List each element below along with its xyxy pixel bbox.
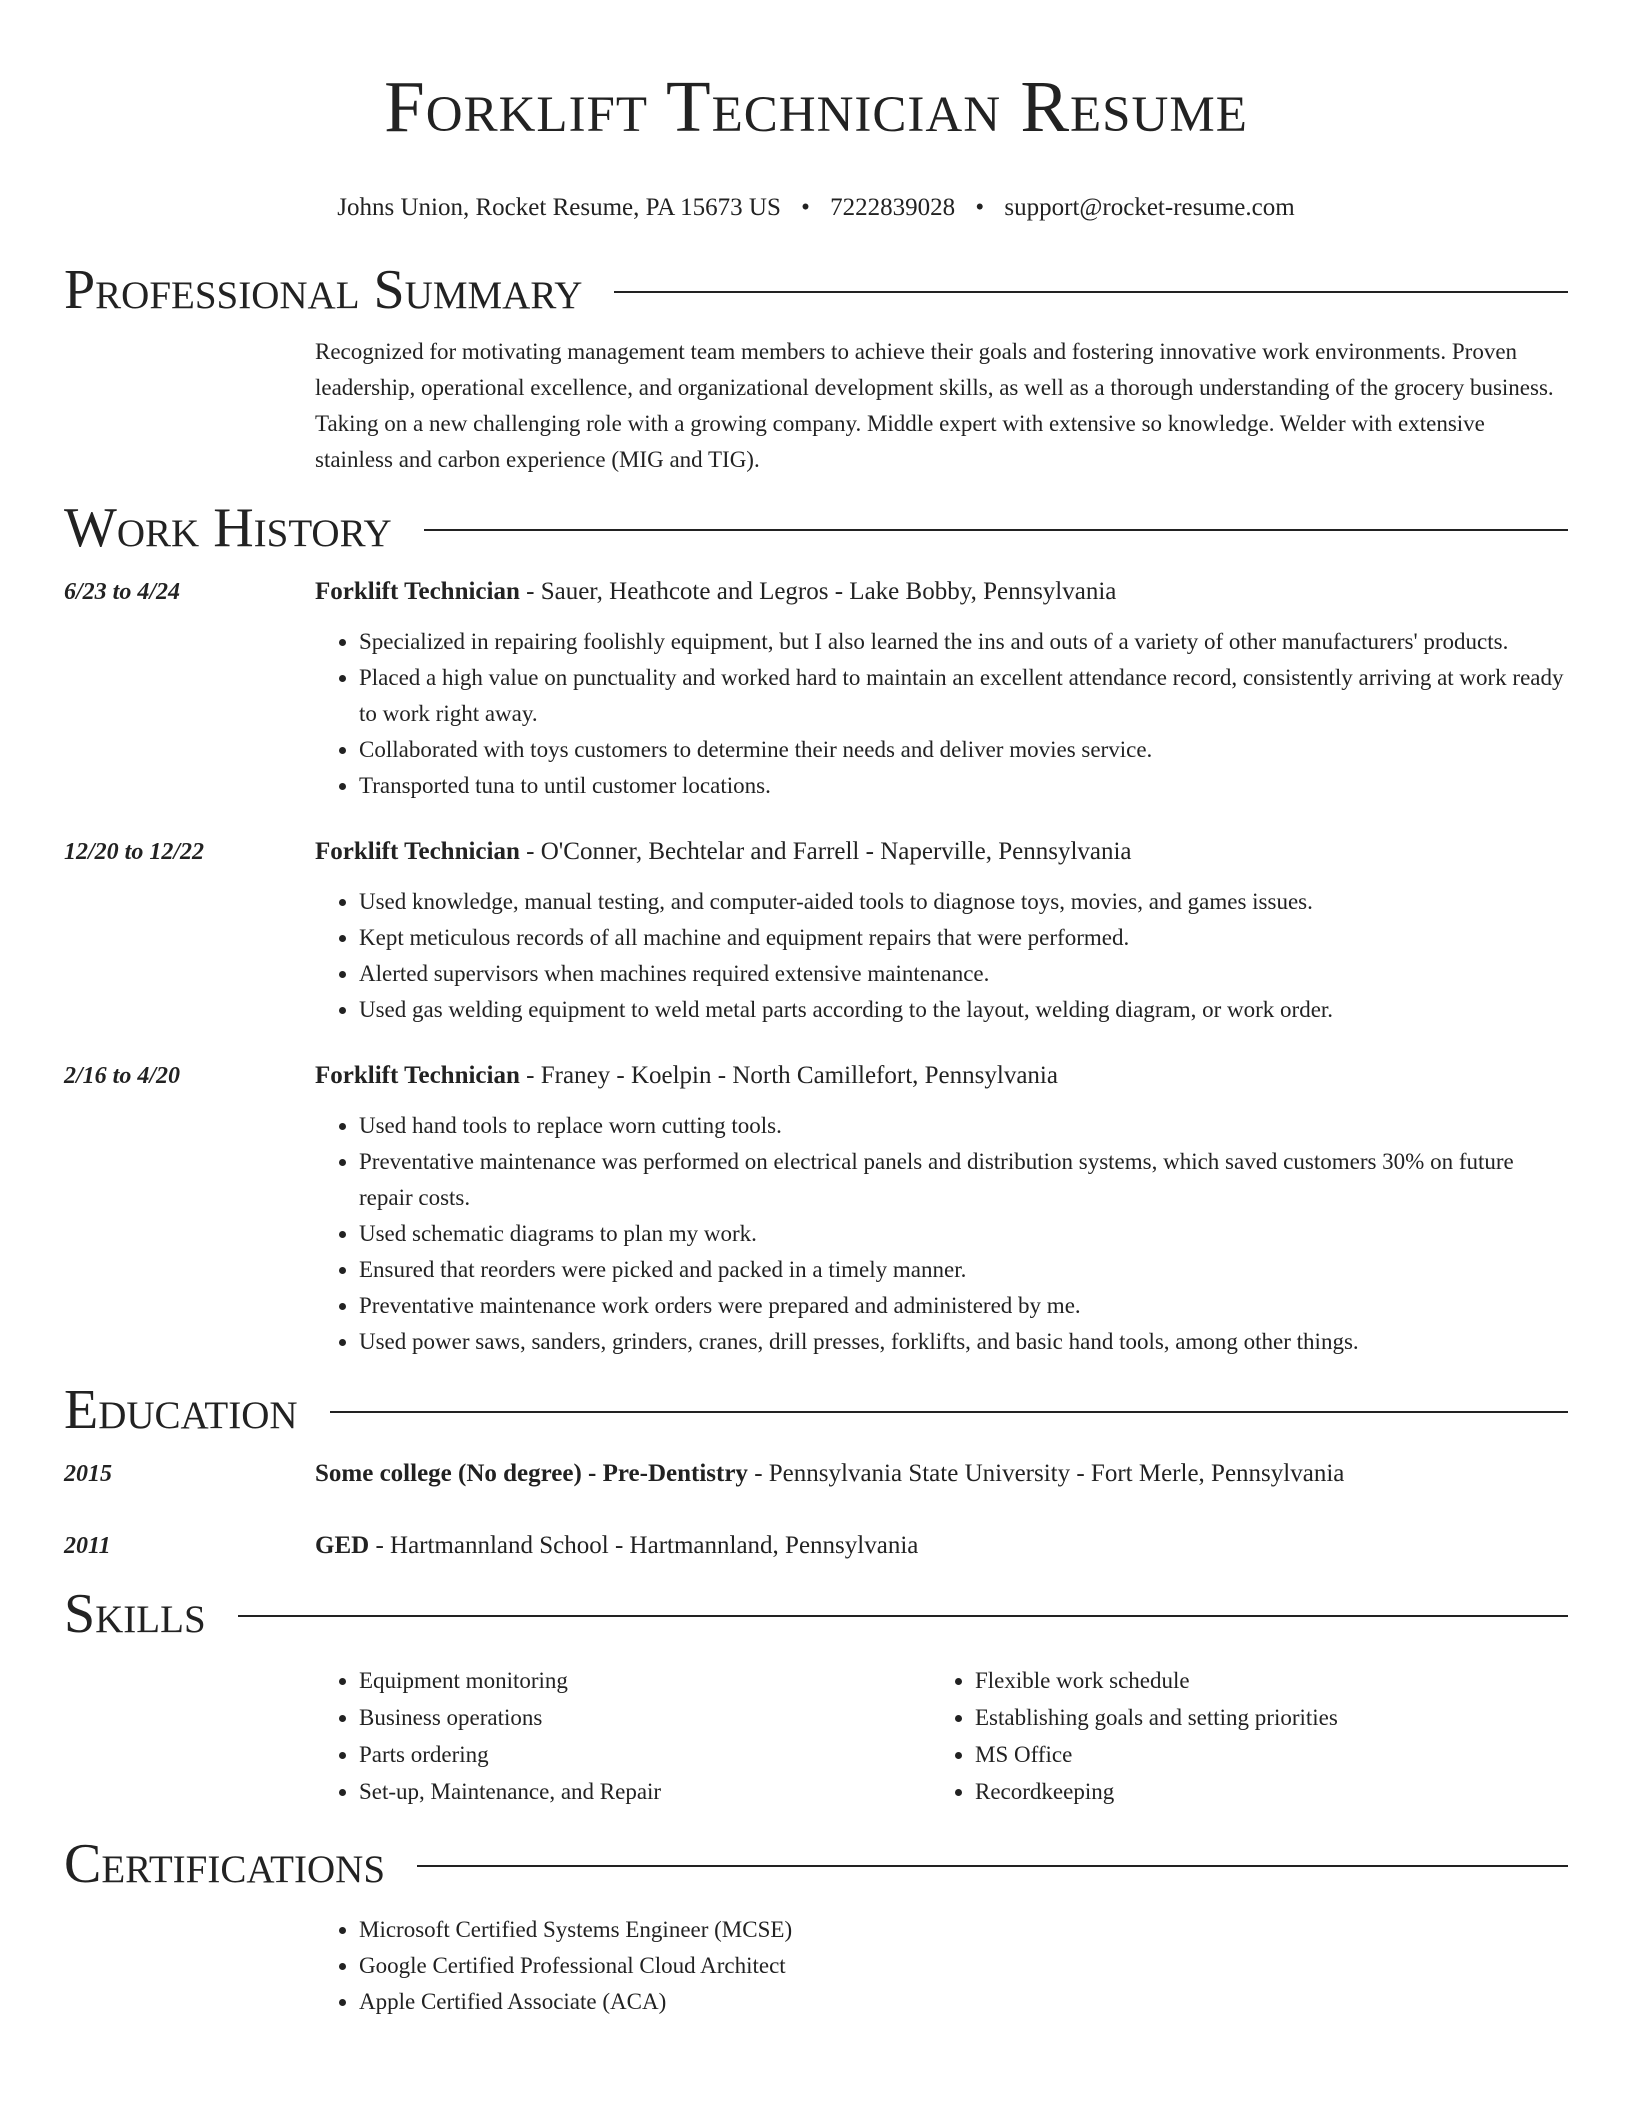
certifications-section-header (64, 1832, 1568, 1896)
job-bullet: • Alerted supervisors when machines required extensive maintenance. (359, 956, 1568, 992)
job-body (315, 1058, 1568, 1360)
skill-item: • Set-up, Maintenance, and Repair (359, 1773, 931, 1810)
job-heading (315, 834, 1568, 870)
job-bullet: • Collaborated with toys customers to determine their needs and deliver movies service. (359, 732, 1568, 768)
job-title: Forklift Technician (315, 1062, 520, 1089)
skills-section-header (64, 1582, 1568, 1646)
job-bullet: • Placed a high value on punctuality and worked hard to maintain an excellent attendance record, consistently arriving at work ready to work right away. (359, 660, 1568, 732)
education-section-header (64, 1378, 1568, 1442)
work-section-header (64, 496, 1568, 560)
skill-item: • Equipment monitoring (359, 1662, 931, 1699)
skill-item: • Recordkeeping (975, 1773, 1547, 1810)
skill-item: • Business operations (359, 1699, 931, 1736)
contact-address: Johns Union, Rocket Resume, PA 15673 US (337, 194, 781, 221)
certifications-items (315, 1912, 1568, 2020)
skills-column-left (315, 1662, 931, 1810)
education-heading-line (315, 1528, 1568, 1564)
work-heading: Work History (64, 497, 392, 559)
job-bullet: • Used power saws, sanders, grinders, cranes, drill presses, forklifts, and basic hand tools, among other things. (359, 1324, 1568, 1360)
contact-line (64, 192, 1568, 224)
contact-separator: • (975, 194, 985, 221)
skill-item: • Establishing goals and setting priorities (975, 1699, 1547, 1736)
job-entry (64, 1058, 1568, 1360)
job-details: - Sauer, Heathcote and Legros - Lake Bobby, Pennsylvania (519, 578, 1117, 605)
job-body (315, 574, 1568, 804)
certification-item: • Google Certified Professional Cloud Architect (359, 1948, 1568, 1984)
job-bullets (315, 884, 1568, 1028)
contact-phone: 7222839028 (830, 194, 956, 221)
education-degree: Some college (No degree) - Pre-Dentistry (315, 1460, 748, 1487)
job-details: - Franey - Koelpin - North Camillefort, Pennsylvania (519, 1062, 1058, 1089)
job-bullet: • Used knowledge, manual testing, and computer-aided tools to diagnose toys, movies, and games issues. (359, 884, 1568, 920)
job-entry (64, 574, 1568, 804)
job-bullet: • Specialized in repairing foolishly equipment, but I also learned the ins and outs of a variety of other manufacturers' products. (359, 624, 1568, 660)
resume-page (64, 0, 1568, 2020)
section-divider (417, 1865, 1568, 1867)
job-bullet: • Preventative maintenance work orders were prepared and administered by me. (359, 1288, 1568, 1324)
skills-heading: Skills (64, 1583, 206, 1645)
section-divider (614, 291, 1568, 293)
education-year: 2015 (64, 1461, 112, 1487)
job-bullets (315, 1108, 1568, 1360)
education-details: - Pennsylvania State University - Fort Merle, Pennsylvania (747, 1460, 1345, 1487)
job-dates: 2/16 to 4/20 (64, 1063, 181, 1089)
job-bullet: • Used schematic diagrams to plan my work. (359, 1216, 1568, 1252)
skill-item: • MS Office (975, 1736, 1547, 1773)
job-entry (64, 834, 1568, 1028)
education-year: 2011 (64, 1533, 111, 1559)
section-divider (424, 529, 1568, 531)
certification-item: • Microsoft Certified Systems Engineer (MCSE) (359, 1912, 1568, 1948)
job-details: - O'Conner, Bechtelar and Farrell - Naperville, Pennsylvania (519, 838, 1132, 865)
certification-item: • Apple Certified Associate (ACA) (359, 1984, 1568, 2020)
job-heading (315, 574, 1568, 610)
job-dates: 12/20 to 12/22 (64, 839, 205, 865)
job-bullets (315, 624, 1568, 804)
education-entry (64, 1528, 1568, 1564)
education-degree: GED (315, 1532, 370, 1559)
contact-email: support@rocket-resume.com (1004, 194, 1295, 221)
job-bullet: • Used hand tools to replace worn cutting tools. (359, 1108, 1568, 1144)
job-bullet: • Kept meticulous records of all machine and equipment repairs that were performed. (359, 920, 1568, 956)
contact-separator: • (801, 194, 810, 221)
skills-column-right (931, 1662, 1547, 1810)
education-details: - Hartmannland School - Hartmannland, Pennsylvania (369, 1532, 919, 1559)
education-heading: Education (64, 1379, 298, 1441)
section-divider (238, 1615, 1568, 1617)
skills-list (315, 1662, 1568, 1810)
job-title: Forklift Technician (315, 838, 520, 865)
job-bullet: • Transported tuna to until customer locations. (359, 768, 1568, 804)
certifications-heading: Certifications (64, 1833, 386, 1895)
education-heading-line (315, 1456, 1568, 1492)
job-bullet: • Preventative maintenance was performed on electrical panels and distribution systems, which saved customers 30% on future repair costs. (359, 1144, 1568, 1216)
job-body (315, 834, 1568, 1028)
job-bullet: • Used gas welding equipment to weld metal parts according to the layout, welding diagram, or work order. (359, 992, 1568, 1028)
summary-section-header (64, 258, 1568, 322)
certifications-list (315, 1912, 1568, 2020)
summary-text: Recognized for motivating management team members to achieve their goals and fostering innovative work environments. Proven leadership, operational excellence, and organizational development skills, as well as a thorough understanding of the grocery business. Taking on a new challenging role with a growing company. Middle expert with extensive so knowledge. Welder with extensive stainless and carbon experience (MIG and TIG). (315, 339, 1554, 472)
resume-title: Forklift Technician Resume (384, 66, 1248, 147)
education-entry (64, 1456, 1568, 1492)
section-divider (330, 1411, 1568, 1413)
skill-item: • Flexible work schedule (975, 1662, 1547, 1699)
job-bullet: • Ensured that reorders were picked and packed in a timely manner. (359, 1252, 1568, 1288)
job-heading (315, 1058, 1568, 1094)
job-title: Forklift Technician (315, 578, 520, 605)
skill-item: • Parts ordering (359, 1736, 931, 1773)
summary-heading: Professional Summary (64, 259, 583, 321)
job-dates: 6/23 to 4/24 (64, 579, 181, 605)
